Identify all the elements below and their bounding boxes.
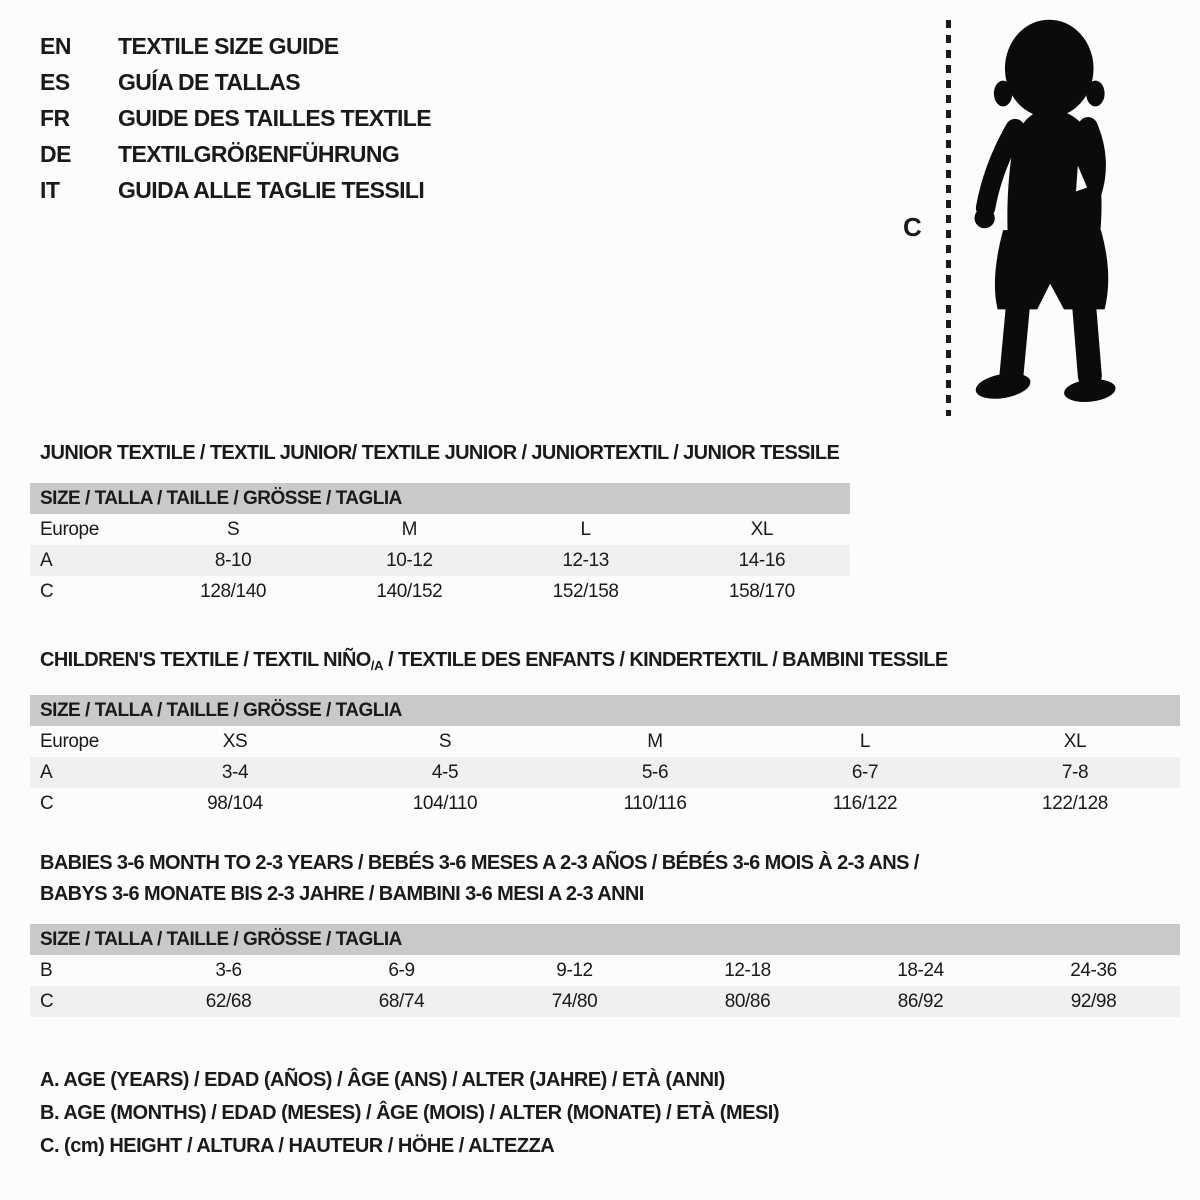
legend xyxy=(40,1064,779,1163)
cell-value: 128/140 xyxy=(200,581,267,602)
size-section-1 xyxy=(30,645,1180,819)
toddler-silhouette-icon xyxy=(958,16,1146,422)
language-row xyxy=(40,64,431,100)
language-row xyxy=(40,136,431,172)
language-row xyxy=(40,28,431,64)
row-label: Europe xyxy=(40,731,99,752)
size-section-2 xyxy=(30,848,1180,1017)
cell-value: 5-6 xyxy=(641,762,669,783)
legend-line: B. AGE (MONTHS) / EDAD (MESES) / ÂGE (MOIS) / ALTER (MONATE) / ETÀ (MESI) xyxy=(40,1102,780,1124)
table-row-a xyxy=(30,545,850,576)
language-row xyxy=(40,100,431,136)
cell-value: S xyxy=(438,731,452,752)
language-row xyxy=(40,172,431,208)
cell-value: 3-4 xyxy=(221,762,249,783)
section-heading xyxy=(40,645,1180,681)
section-heading-line xyxy=(40,645,1180,681)
cell-value: M xyxy=(647,731,663,752)
legend-line: C. (cm) HEIGHT / ALTURA / HAUTEUR / HÖHE / ALTEZZA xyxy=(40,1135,555,1157)
cell-value: M xyxy=(401,519,418,540)
cell-value: 6-7 xyxy=(851,762,879,783)
row-label: A xyxy=(40,762,53,783)
cell-value: 158/170 xyxy=(728,581,795,602)
cell-value: 68/74 xyxy=(378,991,425,1012)
cell-value: 8-10 xyxy=(214,550,252,571)
size-table-header-bar: SIZE / TALLA / TAILLE / GRÖSSE / TAGLIA xyxy=(30,695,1180,726)
section-heading-line xyxy=(40,848,1180,879)
cell-value: 152/158 xyxy=(552,581,619,602)
cell-value: 7-8 xyxy=(1061,762,1089,783)
cell-value: 10-12 xyxy=(386,550,433,571)
cell-value: 98/104 xyxy=(207,793,263,814)
cell-value: 86/92 xyxy=(897,991,944,1012)
row-label: C xyxy=(40,793,54,814)
language-title: TEXTILGRÖßENFÜHRUNG xyxy=(118,140,400,167)
heading-text: BABIES 3-6 MONTH TO 2-3 YEARS / BEBÉS 3-6 MESES A 2-3 AÑOS / BÉBÉS 3-6 MOIS À 2-3 ANS / xyxy=(40,852,919,874)
table-row-a xyxy=(30,757,1180,788)
cell-value: S xyxy=(226,519,240,540)
cell-value: 140/152 xyxy=(376,581,443,602)
table-row-c xyxy=(30,788,1180,819)
cell-value: 14-16 xyxy=(738,550,786,571)
language-title: TEXTILE SIZE GUIDE xyxy=(118,32,339,59)
heading-text: / TEXTILE DES ENFANTS / KINDERTEXTIL / BAMBINI TESSILE xyxy=(383,649,948,671)
size-section-0 xyxy=(30,438,850,607)
cell-value: XS xyxy=(222,731,248,752)
height-measure-label: C xyxy=(903,212,922,242)
cell-value: XL xyxy=(750,519,774,540)
height-dotted-line xyxy=(946,20,951,416)
table-row-europe xyxy=(30,726,1180,757)
heading-text: CHILDREN'S TEXTILE / TEXTIL NIÑO xyxy=(40,649,371,671)
cell-value: L xyxy=(859,731,871,752)
cell-value: 3-6 xyxy=(215,960,242,981)
section-heading-line xyxy=(40,438,850,469)
row-label: A xyxy=(40,550,53,571)
section-heading-line xyxy=(40,879,1180,910)
row-label: Europe xyxy=(40,519,99,540)
cell-value: 24-36 xyxy=(1070,960,1117,981)
cell-value: 80/86 xyxy=(724,991,771,1012)
size-table-header-bar: SIZE / TALLA / TAILLE / GRÖSSE / TAGLIA xyxy=(30,483,850,514)
language-title: GUIDE DES TAILLES TEXTILE xyxy=(118,104,431,131)
table-row-c xyxy=(30,986,1180,1017)
cell-value: 122/128 xyxy=(1042,793,1108,814)
cell-value: 6-9 xyxy=(388,960,415,981)
section-heading xyxy=(40,438,850,469)
heading-text: JUNIOR TEXTILE / TEXTIL JUNIOR/ TEXTILE JUNIOR / JUNIORTEXTIL / JUNIOR TESSILE xyxy=(40,442,840,464)
cell-value: 104/110 xyxy=(412,793,478,814)
cell-value: 4-5 xyxy=(431,762,459,783)
legend-line: A. AGE (YEARS) / EDAD (AÑOS) / ÂGE (ANS) / ALTER (JAHRE) / ETÀ (ANNI) xyxy=(40,1069,725,1091)
language-list xyxy=(40,28,431,208)
cell-value: 12-13 xyxy=(562,550,609,571)
heading-text: BABYS 3-6 MONATE BIS 2-3 JAHRE / BAMBINI 3-6 MESI A 2-3 ANNI xyxy=(40,883,644,905)
row-label: C xyxy=(40,581,54,602)
cell-value: 110/116 xyxy=(623,793,687,814)
cell-value: 9-12 xyxy=(556,960,593,981)
language-title: GUIDA ALLE TAGLIE TESSILI xyxy=(118,176,425,203)
size-table xyxy=(30,924,1180,1017)
table-row-b xyxy=(30,955,1180,986)
row-label: C xyxy=(40,991,54,1012)
cell-value: 116/122 xyxy=(832,793,898,814)
size-table-header-bar: SIZE / TALLA / TAILLE / GRÖSSE / TAGLIA xyxy=(30,924,1180,955)
language-code: ES xyxy=(40,68,70,95)
language-code: DE xyxy=(40,140,71,167)
cell-value: 74/80 xyxy=(551,991,598,1012)
size-table xyxy=(30,695,1180,819)
table-row-europe xyxy=(30,514,850,545)
size-table xyxy=(30,483,850,607)
language-title: GUÍA DE TALLAS xyxy=(118,68,300,95)
table-row-c xyxy=(30,576,850,607)
cell-value: 18-24 xyxy=(897,960,944,981)
cell-value: 12-18 xyxy=(724,960,771,981)
language-code: EN xyxy=(40,32,71,59)
section-heading xyxy=(40,848,1180,910)
cell-value: L xyxy=(580,519,591,540)
heading-text: /A xyxy=(370,658,384,673)
cell-value: 92/98 xyxy=(1070,991,1117,1012)
cell-value: 62/68 xyxy=(205,991,252,1012)
language-code: IT xyxy=(40,176,60,203)
cell-value: XL xyxy=(1063,731,1087,752)
row-label: B xyxy=(40,960,53,981)
language-code: FR xyxy=(40,104,70,131)
